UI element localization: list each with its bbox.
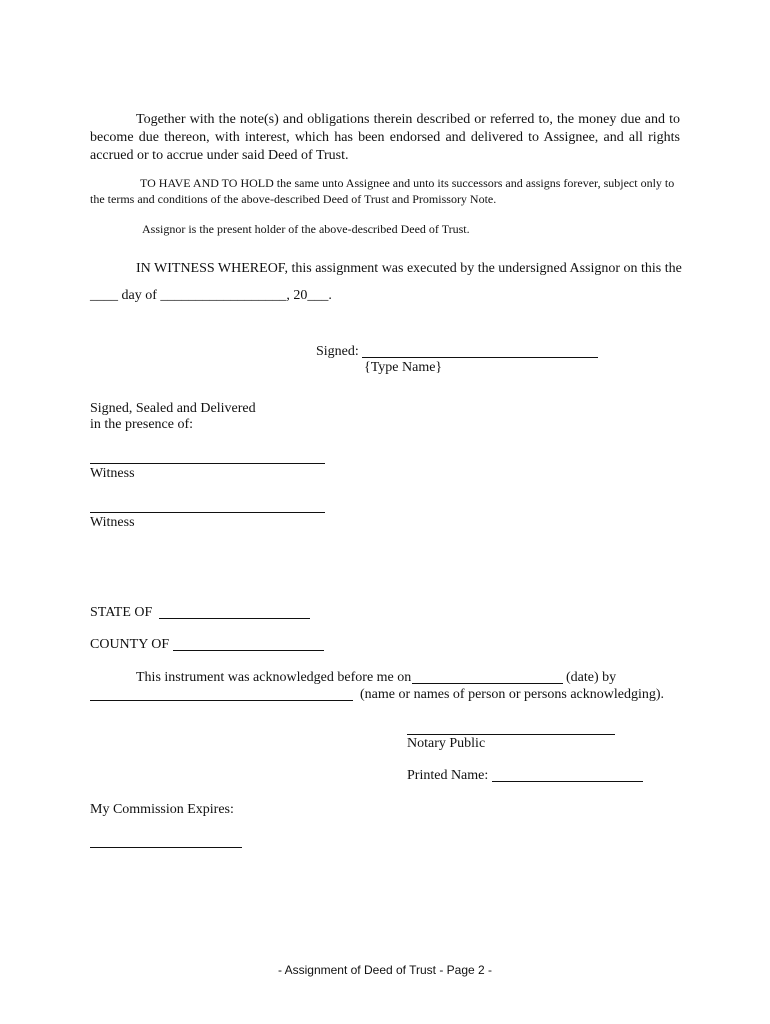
witness-2-signature-line[interactable] (90, 512, 325, 513)
presence-line-2: in the presence of: (90, 417, 194, 432)
acknowledger-names-blank[interactable] (90, 700, 353, 701)
county-label: COUNTY OF (90, 637, 170, 652)
instrument-acknowledged-text: This instrument was acknowledged before me on (136, 670, 412, 685)
date-period: . (328, 288, 332, 303)
witness-1-label: Witness (90, 466, 135, 481)
witness-whereof-paragraph: IN WITNESS WHEREOF, this assignment was executed by the undersigned Assignor on this the (136, 261, 682, 276)
acknowledgment-date-blank[interactable] (412, 683, 563, 684)
commission-expiry-blank[interactable] (90, 847, 242, 848)
day-blank[interactable]: ____ (90, 288, 118, 303)
year-prefix: , 20 (286, 288, 308, 303)
printed-name-label: Printed Name: (407, 768, 489, 783)
signature-line[interactable] (362, 357, 598, 358)
day-of-label: day of (121, 288, 157, 303)
county-blank[interactable] (173, 650, 324, 651)
commission-expires-label: My Commission Expires: (90, 802, 234, 817)
notary-public-label: Notary Public (407, 736, 486, 751)
month-blank[interactable]: __________________ (160, 288, 287, 303)
state-blank[interactable] (159, 618, 310, 619)
witness-1-signature-line[interactable] (90, 463, 325, 464)
presence-line-1: Signed, Sealed and Delivered (90, 401, 256, 416)
together-paragraph: Together with the note(s) and obligations therein described or referred to, the money due and to become due thereon, with interest, which has been endorsed and delivered to Assignee, and all rights accrued or to accrue under said Deed of Trust. (90, 112, 680, 163)
names-description: (name or names of person or persons acknowledging). (360, 687, 665, 702)
year-blank[interactable]: ___ (307, 288, 329, 303)
page-footer: - Assignment of Deed of Trust - Page 2 - (277, 963, 493, 977)
signed-label: Signed: (316, 344, 359, 359)
date-by-label: (date) by (566, 670, 617, 685)
state-label: STATE OF (90, 605, 153, 620)
type-name-label: {Type Name} (364, 360, 443, 375)
execution-date-line (90, 287, 332, 305)
holder-paragraph: Assignor is the present holder of the above-described Deed of Trust. (142, 222, 470, 236)
habendum-paragraph: TO HAVE AND TO HOLD the same unto Assignee and unto its successors and assigns forever, subject only to the terms and conditions of the above-described Deed of Trust and Promissory Note. (90, 176, 675, 206)
printed-name-blank[interactable] (492, 781, 643, 782)
witness-2-label: Witness (90, 515, 135, 530)
